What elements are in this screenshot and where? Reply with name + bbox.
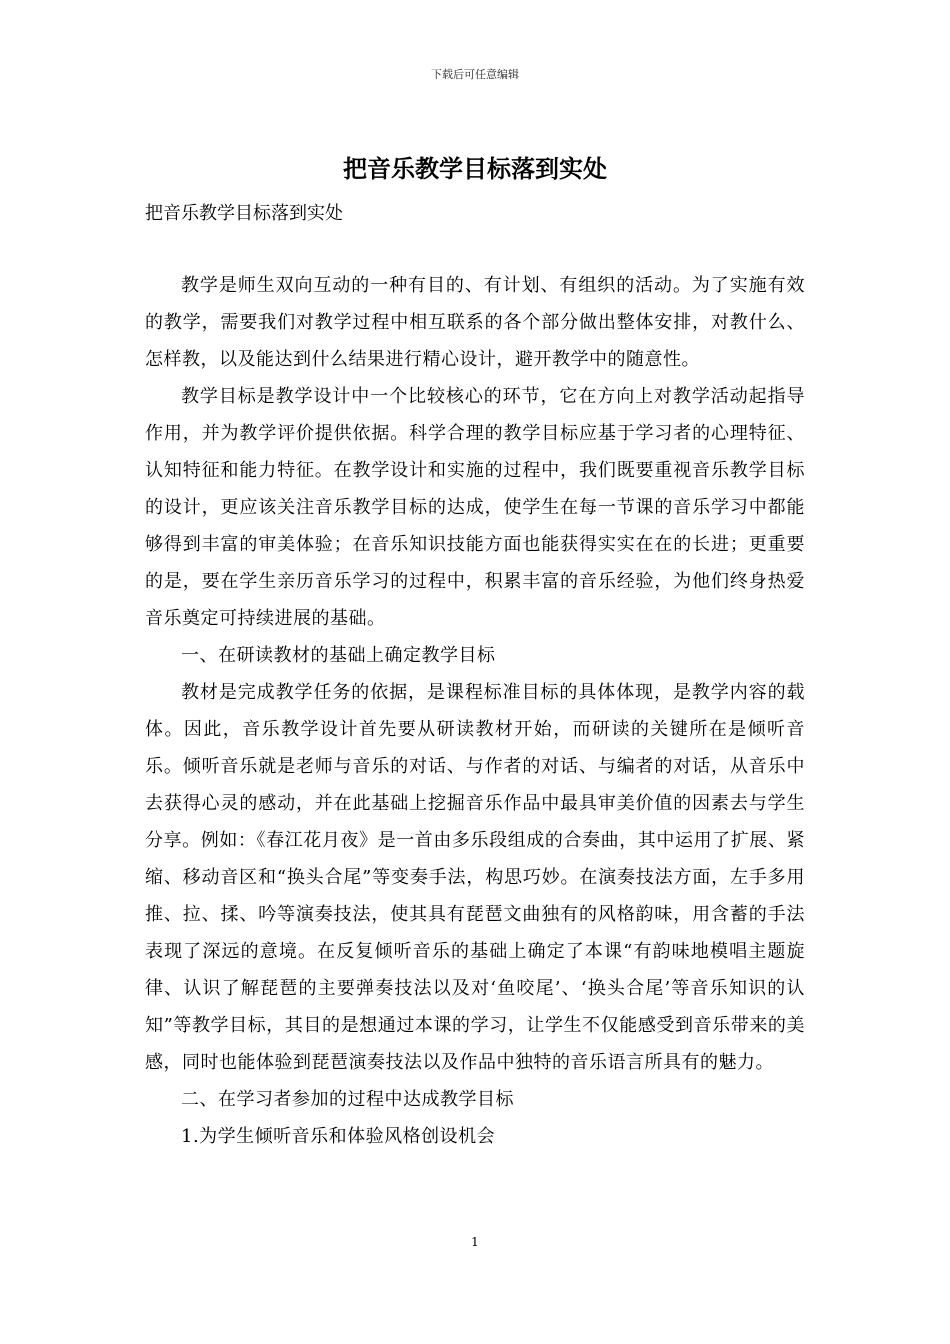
- page-number: 1: [471, 1235, 479, 1249]
- document-subtitle: 把音乐教学目标落到实处: [145, 203, 343, 224]
- paragraph-objectives: 教学目标是教学设计中一个比较核心的环节，它在方向上对教学活动起指导作用，并为教学评价提供依据。科学合理的教学目标应基于学习者的心理特征、认知特征和能力特征。在教学设计和实施的过程中，我们既要重视音乐教学目标的设计，更应该关注音乐教学目标的达成，使学生在每一节课的音乐学习中都能够得到丰富的审美体验；在音乐知识技能方面也能获得实实在在的长进；更重要的是，要在学生亲历音乐学习的过程中，积累丰富的音乐经验，为他们终身热爱音乐奠定可持续进展的基础。: [145, 386, 805, 629]
- section-heading-two: 二、在学习者参加的过程中达成教学目标: [181, 1089, 514, 1110]
- paragraph-textbook: 教材是完成教学任务的依据，是课程标准目标的具体体现，是教学内容的载体。因此，音乐教学设计首先要从研读教材开始，而研读的关键所在是倾听音乐。倾听音乐就是老师与音乐的对话、与作者的对话、与编者的对话，从音乐中去获得心灵的感动，并在此基础上挖掘音乐作品中最具审美价值的因素去与学生分享。例如：《春江花月夜》是一首由多乐段组成的合奏曲，其中运用了扩展、紧缩、移动音区和“换头合尾”等变奏手法，构思巧妙。在演奏技法方面，左手多用推、拉、揉、吟等演奏技法，使其具有琵琶文曲独有的风格韵味，用含蓄的手法表现了深远的意境。在反复倾听音乐的基础上确定了本课“有韵味地模唱主题旋律、认识了解琵琶的主要弹奏技法以及对‘鱼咬尾’、‘换头合尾’等音乐知识的认知”等教学目标，其目的是想通过本课的学习，让学生不仅能感受到音乐带来的美感，同时也能体验到琵琶演奏技法以及作品中独特的音乐语言所具有的魅力。: [145, 682, 805, 1073]
- paragraph-intro: 教学是师生双向互动的一种有目的、有计划、有组织的活动。为了实施有效的教学，需要我们对教学过程中相互联系的各个部分做出整体安排，对教什么、怎样教，以及能达到什么结果进行精心设计，避开教学中的随意性。: [145, 275, 805, 370]
- header-note: 下载后可任意编辑: [431, 68, 519, 81]
- document-body: [145, 267, 805, 1155]
- subsection-heading-one: 1.为学生倾听音乐和体验风格创设机会: [181, 1126, 496, 1147]
- document-title: 把音乐教学目标落到实处: [343, 154, 607, 183]
- section-heading-one: 一、在研读教材的基础上确定教学目标: [181, 645, 496, 666]
